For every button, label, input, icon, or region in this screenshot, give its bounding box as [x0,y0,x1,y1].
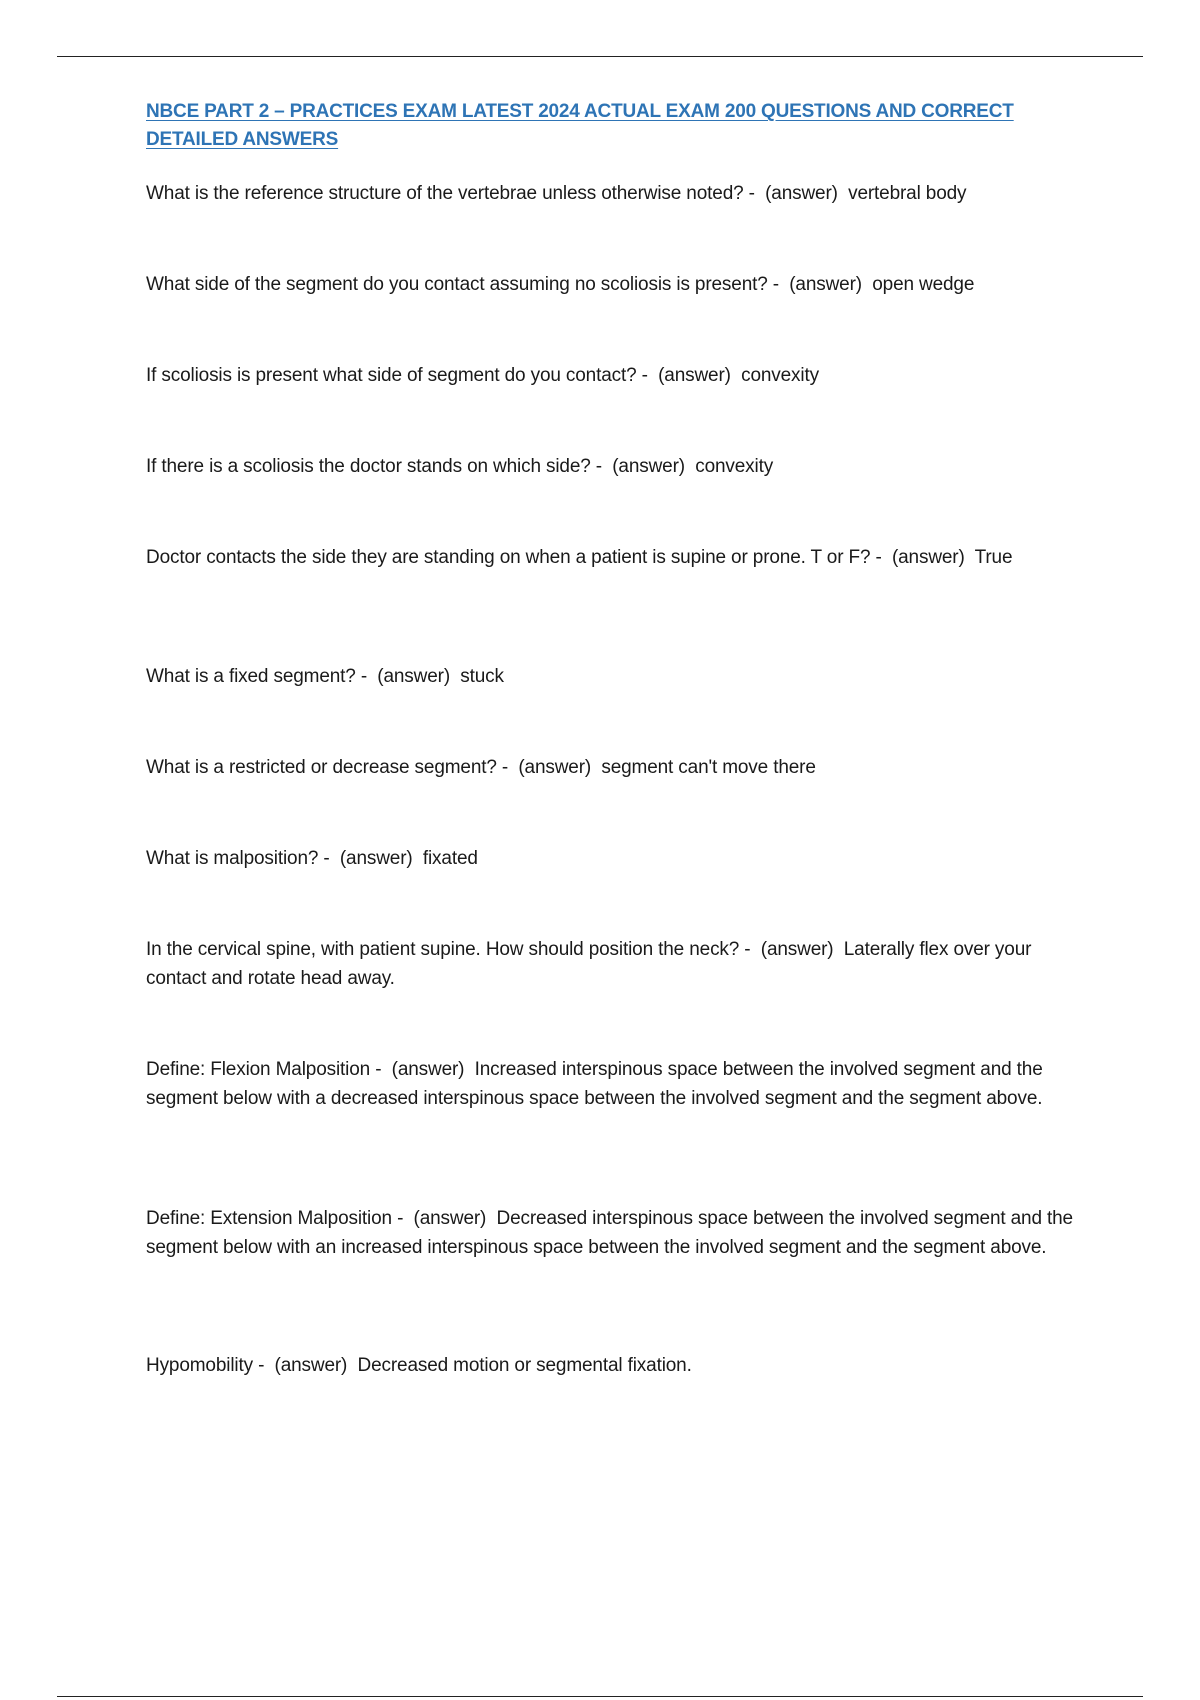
answer-text: stuck [460,666,504,687]
qa-item-10 [146,1056,1091,1113]
question-text: What is a fixed segment? - [146,666,368,687]
answer-marker: (answer) [760,939,834,960]
answer-marker: (answer) [339,848,413,869]
question-text: Define: Flexion Malposition - [146,1059,382,1080]
answer-text: Laterally flex over your contact and rotate head away. [146,939,1032,989]
qa-item-12 [146,1352,1091,1381]
qa-item-11 [146,1205,1091,1262]
answer-text: open wedge [872,274,975,295]
answer-text: fixated [422,848,478,869]
answer-marker: (answer) [789,274,862,295]
qa-item-9 [146,936,1091,993]
question-text: Hypomobility - [146,1355,265,1376]
question-text: If scoliosis is present what side of segment do you contact? - [146,365,648,386]
qa-item-7 [146,754,1091,783]
bottom-rule [57,1696,1143,1697]
answer-marker: (answer) [274,1355,348,1376]
top-rule [57,56,1143,57]
answer-marker: (answer) [612,456,685,477]
answer-text: Increased interspinous space between the involved segment and the segment below with a decreased interspinous space between the involved segment and the segment above. [146,1059,1043,1109]
question-text: What is malposition? - [146,848,330,869]
question-text: If there is a scoliosis the doctor stands on which side? - [146,456,602,477]
answer-text: Decreased interspinous space between the involved segment and the segment below with an increased interspinous space between the involved segment and the segment above. [146,1208,1073,1258]
qa-item-2 [146,271,1091,300]
question-text: What side of the segment do you contact assuming no scoliosis is present? - [146,274,779,295]
answer-marker: (answer) [765,183,838,204]
question-text: What is the reference structure of the vertebrae unless otherwise noted? - [146,183,755,204]
qa-item-6 [146,663,1091,692]
question-text: Doctor contacts the side they are standing on when a patient is supine or prone. T or F? - [146,547,882,568]
qa-item-4 [146,453,1091,482]
qa-item-3 [146,362,1091,391]
answer-marker: (answer) [518,757,592,778]
answer-text: True [974,547,1013,568]
answer-text: convexity [741,365,819,386]
answer-marker: (answer) [391,1059,465,1080]
question-text: What is a restricted or decrease segment? - [146,757,509,778]
document-title[interactable]: NBCE PART 2 – PRACTICES EXAM LATEST 2024 ACTUAL EXAM 200 QUESTIONS AND CORRECT DETAILED ANSWERS [146,101,1014,150]
qa-item-1 [146,180,1091,209]
qa-item-5 [146,544,1091,573]
answer-marker: (answer) [413,1208,487,1229]
answer-text: Decreased motion or segmental fixation. [357,1355,692,1376]
qa-item-8 [146,845,1091,874]
question-text: In the cervical spine, with patient supine. How should position the neck? - [146,939,751,960]
answer-marker: (answer) [891,547,965,568]
answer-marker: (answer) [658,365,731,386]
question-text: Define: Extension Malposition - [146,1208,404,1229]
answer-text: convexity [695,456,774,477]
answer-text: segment can't move there [601,757,816,778]
answer-marker: (answer) [377,666,451,687]
answer-text: vertebral body [848,183,967,204]
